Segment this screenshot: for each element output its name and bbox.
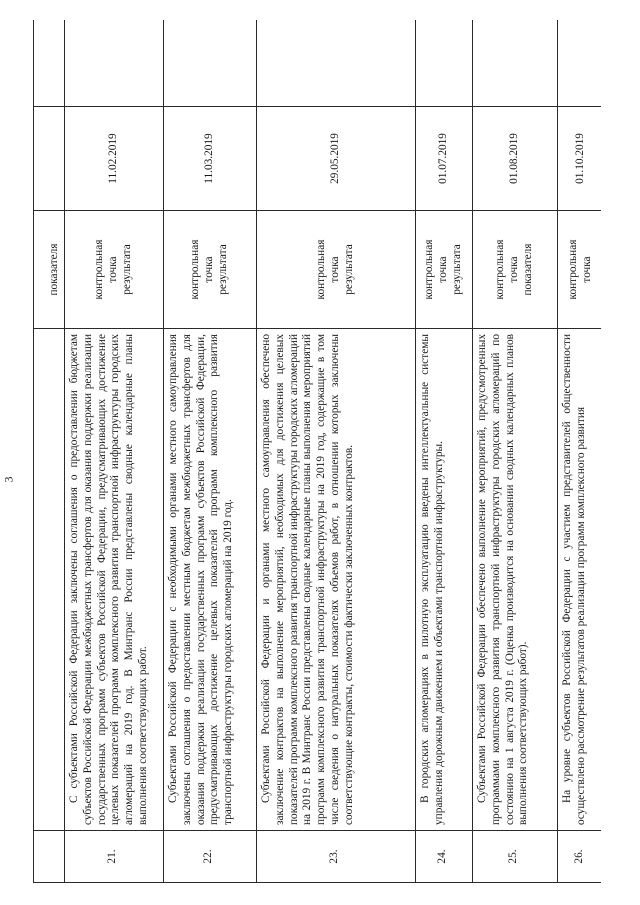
row-type: контрольная точка результата — [65, 211, 164, 329]
table-row — [473, 20, 558, 883]
header-desc-cell — [34, 329, 65, 831]
row-type: контрольная точка результата — [257, 211, 416, 329]
header-date-cell — [34, 107, 65, 211]
rotated-table-wrapper — [33, 20, 601, 883]
row-description: На уровне субъектов Российской Федерации с участием представителей общественности осуществлено рассмотрение результатов реализации программ комплексного развития — [558, 329, 602, 831]
row-responsible — [164, 20, 257, 107]
row-number: 24. — [416, 831, 473, 883]
row-date: 01.07.2019 — [416, 107, 473, 211]
row-type: контрольная точка показателя — [473, 211, 558, 329]
header-type-cell: показателя — [34, 211, 65, 329]
page-number: 3 — [1, 476, 16, 483]
table-header-row — [34, 20, 65, 883]
row-date: 11.02.2019 — [65, 107, 164, 211]
row-number: 23. — [257, 831, 416, 883]
row-date: 11.03.2019 — [164, 107, 257, 211]
row-number: 26. — [558, 831, 602, 883]
row-description: С субъектами Российской Федерации заключены соглашения о предоставлении бюджетам субъектов Российской Федерации межбюджетных трансфертов для оказания поддержки реализации государственных программ субъектов Российской Федерации, предусматривающих достижение целевых показателей программ комплексного развития транспортной инфраструктуры городских агломераций на 2019 год. В Минтранс России представлены сводные календарные планы выполнения соответствующих работ. — [65, 329, 164, 831]
row-number: 25. — [473, 831, 558, 883]
header-resp-cell — [34, 20, 65, 107]
table-row — [416, 20, 473, 883]
row-responsible — [65, 20, 164, 107]
row-number: 21. — [65, 831, 164, 883]
row-date: 01.08.2019 — [473, 107, 558, 211]
row-type: контрольная точка — [558, 211, 602, 329]
events-table — [33, 20, 601, 883]
header-num-cell — [34, 831, 65, 883]
row-responsible — [416, 20, 473, 107]
row-type: контрольная точка результата — [416, 211, 473, 329]
table-row — [558, 20, 602, 883]
row-responsible — [257, 20, 416, 107]
table-row — [257, 20, 416, 883]
row-description: В городских агломерациях в пилотную эксплуатацию введены интеллектуальные системы управления дорожным движением и объектами транспортной инфраструктуры. — [416, 329, 473, 831]
table-row — [164, 20, 257, 883]
row-date: 29.05.2019 — [257, 107, 416, 211]
row-type: контрольная точка результата — [164, 211, 257, 329]
row-number: 22. — [164, 831, 257, 883]
table-row — [65, 20, 164, 883]
row-description: Субъектами Российской Федерации и органами местного самоуправления обеспечено заключение контрактов на выполнение мероприятий, необходимых для достижения целевых показателей программ комплексного развития транспортной инфраструктуры городских агломераций на 2019 г. В Минтранс России представлены сводные календарные планы выполнения мероприятий программ комплексного развития транспортной инфраструктуры на 2019 год, содержащие в том числе сведения о натуральных показателях объемов работ, в отношении которых заключены соответствующие контракты, стоимости фактически заключенных контрактов. — [257, 329, 416, 831]
row-date: 01.10.2019 — [558, 107, 602, 211]
row-description: Субъектами Российской Федерации с необходимыми органами местного самоуправления заключены соглашения о предоставлении местным бюджетам межбюджетных трансфертов для оказания поддержки реализации государственных программ субъектов Российской Федерации, предусматривающих достижение целевых показателей программ комплексного развития транспортной инфраструктуры городских агломераций на 2019 год. — [164, 329, 257, 831]
row-responsible — [558, 20, 602, 107]
row-responsible — [473, 20, 558, 107]
row-description: Субъектами Российской Федерации обеспечено выполнение мероприятий, предусмотренных программами комплексного развития транспортной инфраструктуры городских агломераций по состоянию на 1 августа 2019 г. (Оценка производится на основании сводных календарных планов выполнения соответствующих работ). — [473, 329, 558, 831]
document-page — [33, 20, 601, 883]
